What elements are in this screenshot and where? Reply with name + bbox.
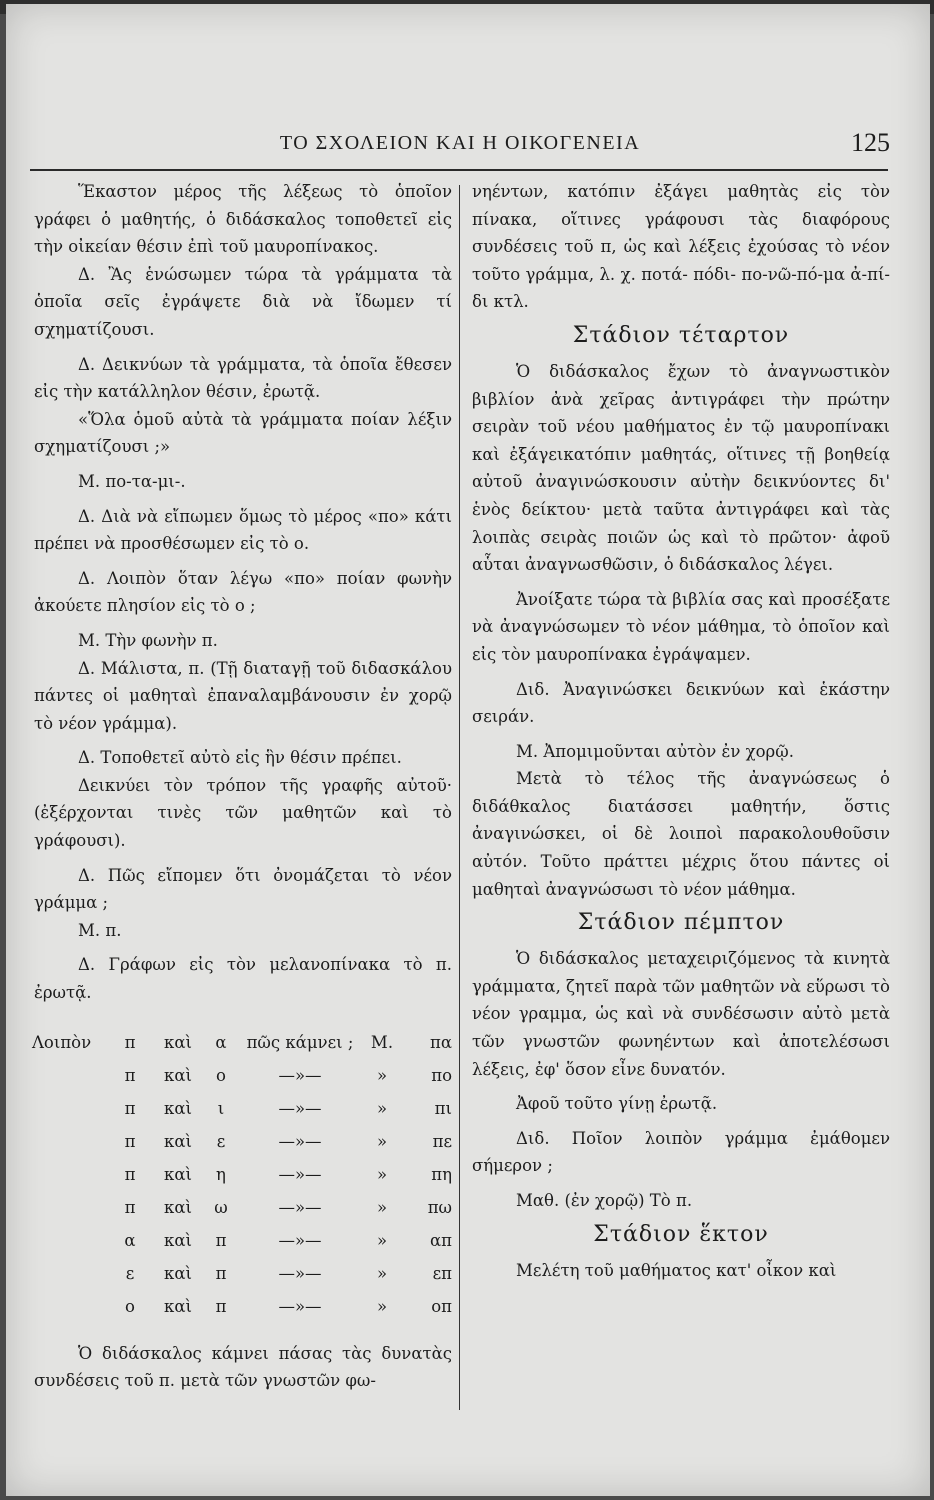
table-row bbox=[32, 1027, 452, 1060]
table-cell: α bbox=[124, 1231, 136, 1251]
page-number: 125 bbox=[851, 128, 890, 157]
table-row bbox=[32, 1225, 452, 1258]
table-cell: πη bbox=[431, 1165, 452, 1185]
table-cell: πα bbox=[430, 1033, 452, 1053]
table-cell: καὶ bbox=[164, 1033, 192, 1053]
table-row bbox=[32, 1258, 452, 1291]
table-cell bbox=[32, 1291, 106, 1324]
table-cell bbox=[32, 1225, 106, 1258]
section-heading-stage-4: Στάδιον τέταρτον bbox=[572, 322, 790, 348]
paragraph: Μ. π. bbox=[78, 920, 122, 940]
table-cell bbox=[32, 1192, 106, 1225]
table-cell: » bbox=[376, 1198, 388, 1218]
table-cell: » bbox=[376, 1231, 388, 1251]
table-cell: » bbox=[376, 1132, 388, 1152]
table-row bbox=[32, 1192, 452, 1225]
table-cell: καὶ bbox=[164, 1198, 192, 1218]
table-cell: π bbox=[124, 1033, 136, 1053]
paragraph: Δ. Γράφων εἰς τὸν μελανοπίνακα τὸ π. ἐρωτᾷ. bbox=[34, 955, 452, 1003]
table-cell: —»— bbox=[278, 1132, 322, 1152]
table-row bbox=[32, 1093, 452, 1126]
table-cell: πε bbox=[432, 1132, 452, 1152]
table-cell: ε bbox=[125, 1264, 135, 1284]
section-heading-stage-5: Στάδιον πέμπτον bbox=[577, 910, 785, 936]
paragraph: Μαθ. (ἐν χορῷ) Τὸ π. bbox=[516, 1191, 693, 1210]
table-cell: πο bbox=[431, 1066, 452, 1086]
running-title: ΤΟ ΣΧΟΛΕΙΟΝ ΚΑΙ Η ΟΙΚΟΓΕΝΕΙΑ bbox=[279, 132, 641, 154]
paragraph: Μελέτη τοῦ μαθήματος κατ' οἶκον καὶ bbox=[516, 1260, 837, 1280]
table-cell bbox=[32, 1159, 106, 1192]
table-row bbox=[32, 1126, 452, 1159]
table-cell: πῶς κάμνει ; bbox=[246, 1033, 354, 1053]
paragraph: Δεικνύει τὸν τρόπον τῆς γραφῆς αὐτοῦ· (ἐξέρχονται τινὲς τῶν μαθητῶν καὶ τὸ γράφουσι). bbox=[34, 775, 452, 851]
paragraph: Ἀνοίξατε τώρα τὰ βιβλία σας καὶ προσέξατε νὰ ἀναγνώσωμεν τὸ νέον μάθημα, τὸ ὁποῖον καὶ εἰς τὸν μαυροπίνακα ἐγράψαμεν. bbox=[472, 589, 890, 664]
table-cell: ο bbox=[216, 1066, 226, 1086]
table-cell: » bbox=[376, 1297, 388, 1317]
table-cell: » bbox=[376, 1264, 388, 1284]
table-cell: —»— bbox=[278, 1099, 322, 1119]
table-cell: καὶ bbox=[164, 1264, 192, 1284]
table-cell: επ bbox=[432, 1264, 452, 1284]
paragraph: Δ. Τοποθετεῖ αὐτὸ εἰς ἣν θέσιν πρέπει. bbox=[78, 748, 402, 768]
table-cell: —»— bbox=[278, 1165, 322, 1185]
paragraph: νηέντων, κατόπιν ἐξάγει μαθητὰς εἰς τὸν πίνακα, οἵτινες γράφουσι τὰς διαφόρους συνδέσεις τοῦ π, ὡς καὶ λέξεις ἐχούσας τὸ νέον τοῦτο γράμμα, λ. χ. ποτά- πόδι- πο-νῶ-πό-μα ἀ-πί-δι κτλ. bbox=[472, 182, 890, 312]
table-row bbox=[32, 1291, 452, 1324]
table-cell: —»— bbox=[278, 1264, 322, 1284]
left-column bbox=[34, 178, 452, 1395]
table-cell: οπ bbox=[431, 1297, 452, 1317]
paragraph: Δ. Μάλιστα, π. (Τῇ διαταγῇ τοῦ διδασκάλου πάντες οἱ μαθηταὶ ἐπαναλαμβάνουσιν ἐν χορῷ τὸ νέον γράμμα). bbox=[34, 658, 452, 733]
section-heading-stage-6: Στάδιον ἕκτον bbox=[593, 1221, 769, 1247]
page-header bbox=[30, 128, 890, 168]
table-cell bbox=[32, 1126, 106, 1159]
header-rule bbox=[30, 169, 888, 171]
table-cell: καὶ bbox=[164, 1165, 192, 1185]
table-cell: » bbox=[376, 1165, 388, 1185]
table-cell: ε bbox=[216, 1132, 226, 1152]
table-cell: π bbox=[124, 1132, 136, 1152]
table-cell: » bbox=[376, 1099, 388, 1119]
table-cell: απ bbox=[430, 1231, 452, 1251]
table-cell: —»— bbox=[278, 1066, 322, 1086]
table-cell: πω bbox=[427, 1198, 452, 1218]
right-column bbox=[472, 178, 890, 1284]
paragraph: «Ὅλα ὁμοῦ αὐτὰ τὰ γράμματα ποίαν λέξιν σχηματίζουσι ;» bbox=[34, 409, 452, 457]
paragraph: Ὁ διδάσκαλος κάμνει πάσας τὰς δυνατὰς συνδέσεις τοῦ π. μετὰ τῶν γνωστῶν φω- bbox=[34, 1343, 452, 1391]
paragraph: Διδ. Ἀναγινώσκει δεικνύων καὶ ἑκάστην σειράν. bbox=[472, 679, 890, 727]
paragraph: Ὁ διδάσκαλος ἔχων τὸ ἀναγνωστικὸν βιβλίον ἀνὰ χεῖρας ἀντιγράφει τὴν πρώτην σειρὰν τοῦ νέου μαθήματος ἐν τῷ μαυροπίνακι καὶ ἐξάγεικατόπιν μαθητάς, οἵτινες τῇ βοηθείᾳ αὐτοῦ ἀναγινώσκουσιν αὐτὴν δεικνύοντες δι' ἑνὸς δείκτου· μετὰ ταῦτα ἀντιγράφει καὶ τὰς λοιπὰς σειρὰς ποιῶν ὡς καὶ τὸ πρῶτον· ἀφοῦ αὗται ἀναγνωσθῶσιν, ὁ διδάσκαλος λέγει. bbox=[472, 361, 890, 575]
table-row bbox=[32, 1159, 452, 1192]
column-divider bbox=[459, 185, 460, 1410]
paragraph: Μετὰ τὸ τέλος τῆς ἀναγνώσεως ὁ διδάθκαλος διατάσσει μαθητήν, ὅστις ἀναγινώσκει, οἱ δὲ λοιποὶ παρακολουθοῦσιν αὐτόν. Τοῦτο πράττει μέχρις ὅτου πάντες οἱ μαθηταὶ ἀναγνώσωσι τὸ νέον μάθημα. bbox=[472, 769, 890, 899]
paragraph: Δ. Δεικνύων τὰ γράμματα, τὰ ὁποῖα ἔθεσεν εἰς τὴν κατάλληλον θέσιν, ἐρωτᾷ. bbox=[34, 354, 452, 402]
paragraph: Μ. Ἀπομιμοῦνται αὐτὸν ἐν χορῷ. bbox=[516, 741, 794, 761]
paragraph: Δ. Λοιπὸν ὅταν λέγω «πο» ποίαν φωνὴν ἀκούετε πλησίον εἰς τὸ ο ; bbox=[34, 568, 452, 616]
table-cell: καὶ bbox=[164, 1132, 192, 1152]
table-cell: π bbox=[124, 1198, 136, 1218]
table-cell bbox=[32, 1258, 106, 1291]
paragraph: Δ. Διὰ νὰ εἴπωμεν ὅμως τὸ μέρος «πο» κάτι πρέπει νὰ προσθέσωμεν εἰς τὸ ο. bbox=[34, 506, 452, 554]
table-cell: —»— bbox=[278, 1231, 322, 1251]
paragraph: Δ. Πῶς εἴπομεν ὅτι ὀνομάζεται τὸ νέον γράμμα ; bbox=[34, 865, 452, 913]
paragraph: Ἀφοῦ τοῦτο γίνῃ ἐρωτᾷ. bbox=[516, 1094, 718, 1114]
table-cell: καὶ bbox=[164, 1297, 192, 1317]
table-cell: π bbox=[215, 1297, 227, 1317]
table-cell: ω bbox=[214, 1198, 228, 1218]
paragraph: Μ. πο-τα-μι-. bbox=[78, 471, 186, 491]
table-cell: ι bbox=[217, 1099, 225, 1119]
table-cell bbox=[32, 1093, 106, 1126]
table-cell: καὶ bbox=[164, 1231, 192, 1251]
table-cell: » bbox=[376, 1066, 388, 1086]
table-cell: Μ. bbox=[370, 1033, 394, 1053]
syllable-table bbox=[32, 1027, 452, 1324]
paragraph: Ἕκαστον μέρος τῆς λέξεως τὸ ὁποῖον γράφει ὁ μαθητής, ὁ διδάσκαλος τοποθετεῖ εἰς τὴν οἰκείαν θέσιν ἐπὶ τοῦ μαυροπίνακος. bbox=[34, 182, 452, 257]
table-cell: —»— bbox=[278, 1198, 322, 1218]
paragraph: Μ. Τὴν φωνὴν π. bbox=[78, 630, 218, 650]
table-cell: η bbox=[216, 1165, 226, 1185]
table-cell: καὶ bbox=[164, 1099, 192, 1119]
table-cell: Λοιπὸν bbox=[32, 1033, 92, 1053]
table-cell: —»— bbox=[278, 1297, 322, 1317]
table-cell: π bbox=[215, 1264, 227, 1284]
paragraph: Ὁ διδάσκαλος μεταχειριζόμενος τὰ κινητὰ γράμματα, ζητεῖ παρὰ τῶν μαθητῶν νὰ εὕρωσι τὸ νέον γραμμα, ὡς καὶ νὰ συνδέσωσιν αὐτὸ μετὰ τῶν γνωστῶν φωνηέντων καὶ ἀποτελέσωσι λέξεις, ἐφ' ὅσον εἶνε δυνατόν. bbox=[472, 949, 890, 1079]
table-cell: π bbox=[215, 1231, 227, 1251]
table-cell bbox=[32, 1060, 106, 1093]
table-cell: π bbox=[124, 1165, 136, 1185]
table-cell: πι bbox=[434, 1099, 452, 1119]
table-cell: α bbox=[215, 1033, 227, 1053]
table-cell: ο bbox=[125, 1297, 135, 1317]
paragraph: Δ. Ἂς ἑνώσωμεν τώρα τὰ γράμματα τὰ ὁποῖα σεῖς ἐγράψετε διὰ νὰ ἴδωμεν τί σχηματίζουσι. bbox=[34, 264, 452, 339]
paragraph: Διδ. Ποῖον λοιπὸν γράμμα ἐμάθομεν σήμερον ; bbox=[472, 1128, 890, 1176]
table-row bbox=[32, 1060, 452, 1093]
table-cell: καὶ bbox=[164, 1066, 192, 1086]
table-cell: π bbox=[124, 1066, 136, 1086]
table-cell: π bbox=[124, 1099, 136, 1119]
